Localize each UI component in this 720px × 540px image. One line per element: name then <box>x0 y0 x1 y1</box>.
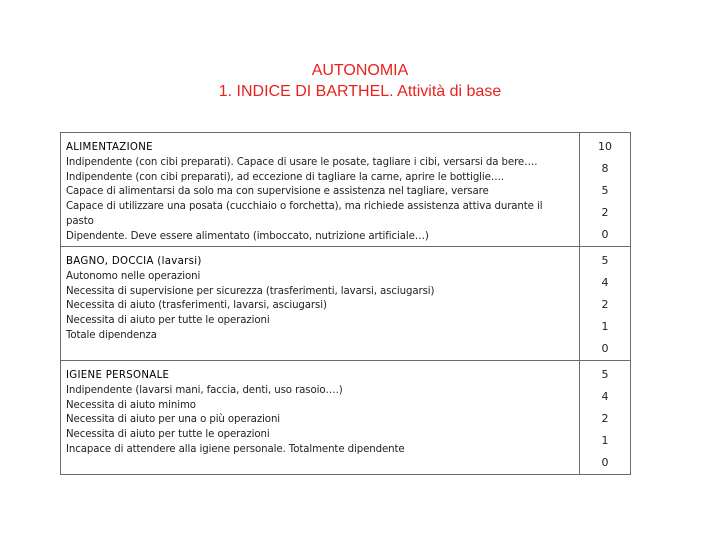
item-text: Totale dipendenza <box>66 329 157 341</box>
section-heading: ALIMENTAZIONE <box>66 142 153 153</box>
item-text: Necessita di aiuto minimo <box>66 399 196 411</box>
item-text: Capace di utilizzare una posata (cucchiaio o forchetta), ma richiede assistenza attiva durante il pasto <box>66 201 543 227</box>
score-value: 1 <box>601 320 609 333</box>
score-column <box>580 247 631 361</box>
page-title <box>0 0 720 110</box>
score-value: 0 <box>601 342 609 355</box>
score-column <box>580 361 631 475</box>
item-text: Capace di alimentarsi da solo ma con supervisione e assistenza nel tagliare, versare <box>66 186 489 198</box>
title-line-1: AUTONOMIA <box>311 62 409 79</box>
item-text: Necessita di aiuto per una o più operazioni <box>66 414 281 426</box>
section-row-bagno-doccia <box>61 247 631 361</box>
score-value: 0 <box>601 456 609 469</box>
score-value: 8 <box>601 162 609 175</box>
item-text: Necessita di aiuto per tutte le operazioni <box>66 429 270 441</box>
item-text: Indipendente (con cibi preparati), ad eccezione di tagliare la carne, aprire le bottiglie…. <box>66 171 505 183</box>
score-value: 5 <box>601 184 609 197</box>
barthel-index-table <box>60 132 631 475</box>
item-text: Autonomo nelle operazioni <box>66 270 201 282</box>
score-value: 4 <box>601 276 609 289</box>
score-column <box>580 133 631 247</box>
score-value: 5 <box>601 368 609 381</box>
section-row-alimentazione <box>61 133 631 247</box>
item-text: Indipendente (lavarsi mani, faccia, denti, uso rasoio….) <box>66 384 343 396</box>
score-value: 5 <box>601 254 609 267</box>
section-description <box>61 361 580 475</box>
section-heading: BAGNO, DOCCIA (lavarsi) <box>66 256 202 267</box>
item-text: Necessita di aiuto (trasferimenti, lavarsi, asciugarsi) <box>66 300 327 312</box>
item-text: Necessita di supervisione per sicurezza (trasferimenti, lavarsi, asciugarsi) <box>66 285 435 297</box>
section-row-igiene-personale <box>61 361 631 475</box>
section-description <box>61 133 580 247</box>
score-value: 2 <box>601 412 609 425</box>
score-value: 4 <box>601 390 609 403</box>
score-value: 1 <box>601 434 609 447</box>
score-value: 2 <box>601 298 609 311</box>
title-line-2: 1. INDICE DI BARTHEL. Attività di base <box>218 83 502 100</box>
item-text: Incapace di attendere alla igiene personale. Totalmente dipendente <box>66 443 405 455</box>
item-text: Indipendente (con cibi preparati). Capace di usare le posate, tagliare i cibi, versarsi da bere…. <box>66 156 538 168</box>
score-value: 10 <box>598 140 612 153</box>
score-value: 2 <box>601 206 609 219</box>
item-text: Dipendente. Deve essere alimentato (imboccato, nutrizione artificiale…) <box>66 230 429 242</box>
item-text: Necessita di aiuto per tutte le operazioni <box>66 315 270 327</box>
section-heading: IGIENE PERSONALE <box>66 370 170 381</box>
score-value: 0 <box>601 228 609 241</box>
section-description <box>61 247 580 361</box>
